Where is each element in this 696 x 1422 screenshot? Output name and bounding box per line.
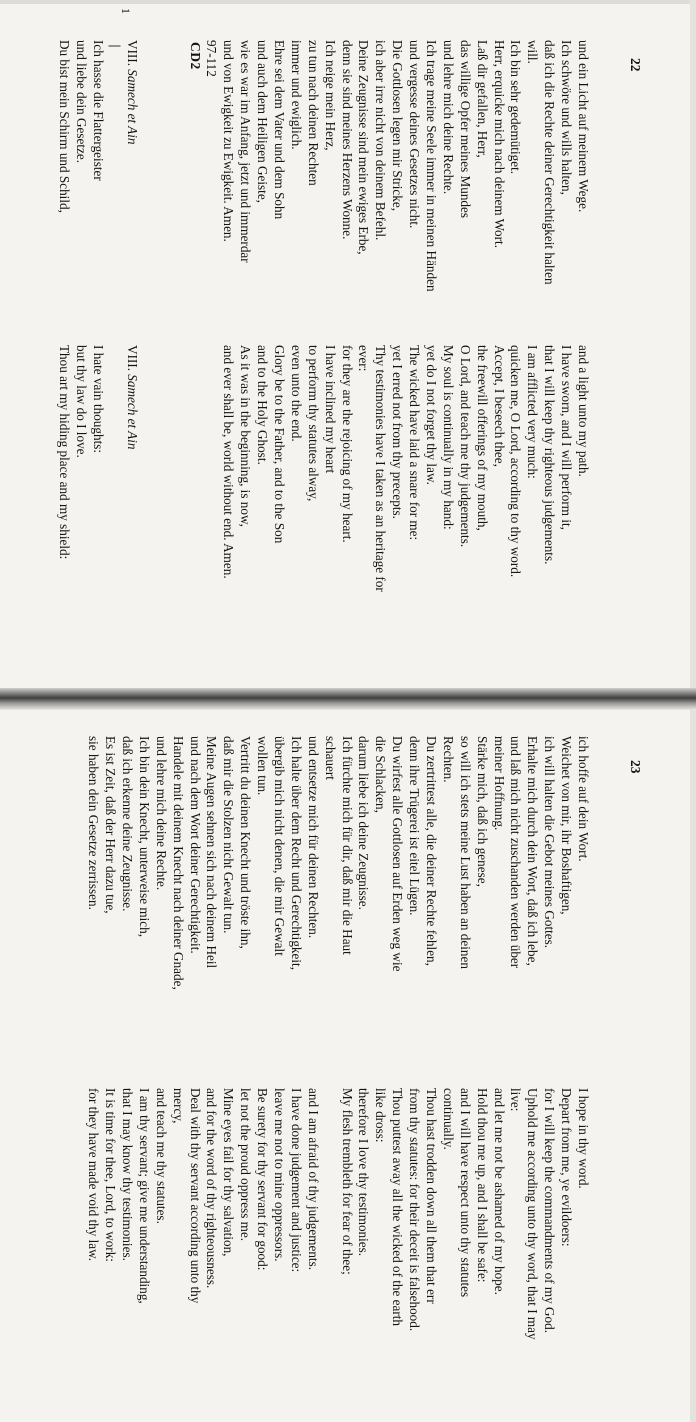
text-line: sie haben dein Gesetze zerrissen. [86, 736, 102, 910]
left-english-column [219, 345, 591, 592]
text-line: and ever shall be, world without end. Amen. [221, 345, 237, 579]
text-line: Ich bin sehr gedemütiget. [508, 40, 524, 175]
text-line: und laß mich nicht zuschanden werden über [508, 736, 524, 969]
text-line: Accept, I beseech thee, [491, 345, 507, 467]
text-line: and teach me thy statutes. [153, 1088, 169, 1224]
left-german-column [203, 40, 591, 292]
text-line: the freewill offerings of my mouth, [474, 345, 490, 531]
text-line: ich will halten die Gebot meines Gottes. [542, 736, 558, 949]
text-line: Deine Zeugnisse sind mein ewiges Erbe, [356, 40, 372, 255]
track-number-block [117, 8, 134, 14]
text-line: that I will keep thy righteous judgements. [542, 345, 558, 565]
text-line: immer und ewiglich. [288, 40, 304, 150]
text-line: continually. [440, 1088, 456, 1150]
text-line: Glory be to the Father, and to the Son [271, 345, 287, 544]
text-line: therefore I love thy testimonies. [356, 1088, 372, 1257]
text-line: daß ich die Rechte deiner Gerechtigkeit halten [542, 40, 558, 285]
text-line: Ich bin dein Knecht, unterweise mich, [136, 736, 152, 938]
text-line: but thy law do I love. [74, 345, 90, 458]
text-line: zu tun nach deinen Rechten [305, 40, 321, 186]
text-line: O Lord, and teach me thy judgements. [457, 345, 473, 548]
text-line: and a light unto my path. [576, 345, 591, 477]
page-number-23 [626, 760, 643, 774]
text-line: I am thy servant; give me understanding, [136, 1088, 152, 1304]
text-line: like dross: [373, 1088, 389, 1143]
text-line: und ein Licht auf meinem Wege. [576, 40, 591, 213]
text-line: und nach dem Wort deiner Gerechtigkeit. [187, 736, 203, 954]
page-fold-shadow [0, 688, 696, 710]
scan-edge-top [0, 0, 696, 4]
text-line: Vertritt du deinen Knecht und tröste ihn, [238, 736, 254, 949]
text-line: Thou puttest away all the wicked of the earth [390, 1088, 406, 1327]
left-german-section-2 [123, 40, 140, 145]
text-line: Thy testimonies have I taken as an heritage for [373, 345, 389, 592]
text-line: Laß dir gefallen, Herr, [474, 40, 490, 158]
text-line: and for the word of thy righteousness. [204, 1088, 220, 1289]
text-line: das willige Opfer meines Mundes [457, 40, 473, 218]
text-line: Die Gottlosen legen mir Stricke, [390, 40, 406, 212]
left-english-section-2 [123, 345, 140, 450]
text-line: and to the Holy Ghost. [255, 345, 271, 465]
text-line: from thy statutes: for their deceit is falsehood. [407, 1088, 423, 1332]
text-line: I have sworn, and I will perform it, [559, 345, 575, 530]
text-line: darum liebe ich deine Zeugnisse. [356, 736, 372, 910]
text-line: schauert [322, 736, 338, 780]
text-line: und liebe dein Gesetze. [74, 40, 90, 164]
text-line: As it was in the beginning, is now, [238, 345, 254, 527]
text-line: Ich halte über dem Recht und Gerechtigkeit, [288, 736, 304, 970]
text-line: Ich fürchte mich für dir, daß mir die Haut [339, 736, 355, 955]
text-line: denn ihre Trügerei ist eitel Lügen. [407, 736, 423, 916]
german-section-heading: VIII. Samech et Ain [125, 40, 140, 145]
text-line: Ehre sei dem Vater und dem Sohn [271, 40, 287, 220]
text-line: Ich neige mein Herz, [322, 40, 338, 151]
text-line: daß ich erkenne deine Zeugnisse. [119, 736, 135, 912]
english-section-heading: VIII. Samech et Ain [125, 345, 140, 450]
text-line: 97-112 [204, 40, 220, 77]
text-line: meiner Hoffnung. [491, 736, 507, 831]
text-line: Herr, erquicke mich nach deinem Wort. [491, 40, 507, 248]
text-line: und lehre mich deine Rechte. [440, 40, 456, 195]
text-line: to perform thy statutes alway, [305, 345, 321, 502]
english-section-title: Samech et Ain [125, 374, 140, 450]
text-line: und lehre mich deine Rechte. [153, 736, 169, 891]
text-line: denn sie sind meines Herzens Wonne. [339, 40, 355, 240]
text-line: I am afflicted very much: [525, 345, 541, 479]
left-english-column-2 [55, 345, 106, 559]
text-line: even unto the end. [288, 345, 304, 442]
text-line: Es ist Zeit, daß der Herr dazu tue, [103, 736, 119, 914]
text-line: ever: [356, 345, 372, 372]
text-line: Erhalte mich durch dein Wort, daß ich lebe, [525, 736, 541, 966]
text-line: live: [508, 1088, 524, 1112]
page-number: 23 [628, 760, 643, 774]
text-line: wie es war im Anfang, jetzt und immerdar [238, 40, 254, 263]
text-line: and I will have respect unto thy statutes [457, 1088, 473, 1298]
track-marker [109, 46, 121, 47]
text-line: Weichet von mir, ihr Boshaftigen, [559, 736, 575, 915]
text-line: and I am afraid of thy judgements. [305, 1088, 321, 1271]
text-line: und auch dem Heiligen Geiste, [255, 40, 271, 203]
text-line: Handele mit deinem Knecht nach deiner Gnade, [170, 736, 186, 990]
text-line: übergib mich nicht denen, die mir Gewalt [271, 736, 287, 956]
scan-edge-right [690, 0, 696, 1422]
right-english-column [84, 1088, 591, 1340]
text-line: Ich hasse die Flattergeister [91, 40, 106, 181]
text-line: Du wirfest alle Gottlosen auf Erden weg wie [390, 736, 406, 972]
text-line: Stärke mich, daß ich genese, [474, 736, 490, 887]
text-line: My flesh trembleth for fear of thee; [339, 1088, 355, 1275]
text-line: leave me not to mine oppressors. [271, 1088, 287, 1262]
text-line: Uphold me according unto thy word, that I may [525, 1088, 541, 1340]
text-line: Hold thou me up, and I shall be safe: [474, 1088, 490, 1283]
cd2-heading-block [186, 42, 203, 70]
text-line: Thou hast trodden down all them that err [423, 1088, 439, 1304]
text-line: for they are the rejoicing of my heart. [339, 345, 355, 543]
text-line: und vergesse deines Gesetzes nicht. [407, 40, 423, 229]
text-line: Ich trage meine Seele immer in meinen Händen [423, 40, 439, 292]
text-line: die Schlacken, [373, 736, 389, 813]
left-german-column-2 [55, 40, 106, 213]
text-line: Du bist mein Schirm und Schild, [57, 40, 73, 213]
cd-heading: CD2 [188, 42, 203, 70]
text-line: Ich schwöre und wills halten, [559, 40, 575, 195]
text-line: und entsetze mich für deinen Rechten. [305, 736, 321, 939]
text-line: let not the proud oppress me. [238, 1088, 254, 1242]
text-line: und von Ewigkeit zu Ewigkeit. Amen. [221, 40, 237, 242]
text-line: so will ich stets meine Lust haben an deinen [457, 736, 473, 969]
text-line: Mine eyes fail for thy salvation, [221, 1088, 237, 1257]
text-line: for I will keep the commandments of my God. [542, 1088, 558, 1334]
text-line: I have inclined my heart [322, 345, 338, 474]
text-line: wollen tun. [255, 736, 271, 796]
text-line: ich hoffe auf dein Wort. [576, 736, 591, 862]
text-line: My soul is continually in my hand: [440, 345, 456, 530]
track-number: 1 [119, 8, 133, 14]
text-line: Be surety for thy servant for good: [255, 1088, 271, 1271]
text-line: that I may know thy testimonies. [119, 1088, 135, 1261]
german-section-title: Samech et Ain [125, 69, 140, 145]
text-line: The wicked have laid a snare for me: [407, 345, 423, 541]
text-line: Rechten. [440, 736, 456, 783]
text-line: mercy, [170, 1088, 186, 1124]
text-line: Thou art my hiding place and my shield: [57, 345, 73, 560]
page-number-22 [626, 58, 643, 72]
text-line [321, 1088, 338, 1340]
text-line: Deal with thy servant according unto thy [187, 1088, 203, 1304]
page-number: 22 [628, 58, 643, 72]
text-line: I have done judgement and justice: [288, 1088, 304, 1273]
text-line: Du zertrittest alle, die deiner Rechte fehlen, [423, 736, 439, 966]
text-line: daß mir die Stolzen nicht Gewalt tun. [221, 736, 237, 934]
text-line: and let me not be ashamed of my hope. [491, 1088, 507, 1295]
text-line: yet I erred not from thy precepts. [390, 345, 406, 519]
right-german-column [84, 736, 591, 990]
text-line: Meine Augen sehnen sich nach deinem Heil [204, 736, 220, 969]
text-line: will. [525, 40, 541, 64]
text-line: I hate vain thoughts: [91, 345, 106, 454]
text-line: Depart from me, ye evildoers: [559, 1088, 575, 1247]
text-line: ich aber irre nicht von deinem Befehl. [373, 40, 389, 241]
text-line: It is time for thee, Lord, to work: [103, 1088, 119, 1262]
text-line: yet do I not forget thy law. [423, 345, 439, 485]
text-line: I hope in thy word. [576, 1088, 591, 1189]
text-line: for they have made void thy law. [86, 1088, 102, 1262]
text-line: quicken me, O Lord, according to thy word. [508, 345, 524, 578]
